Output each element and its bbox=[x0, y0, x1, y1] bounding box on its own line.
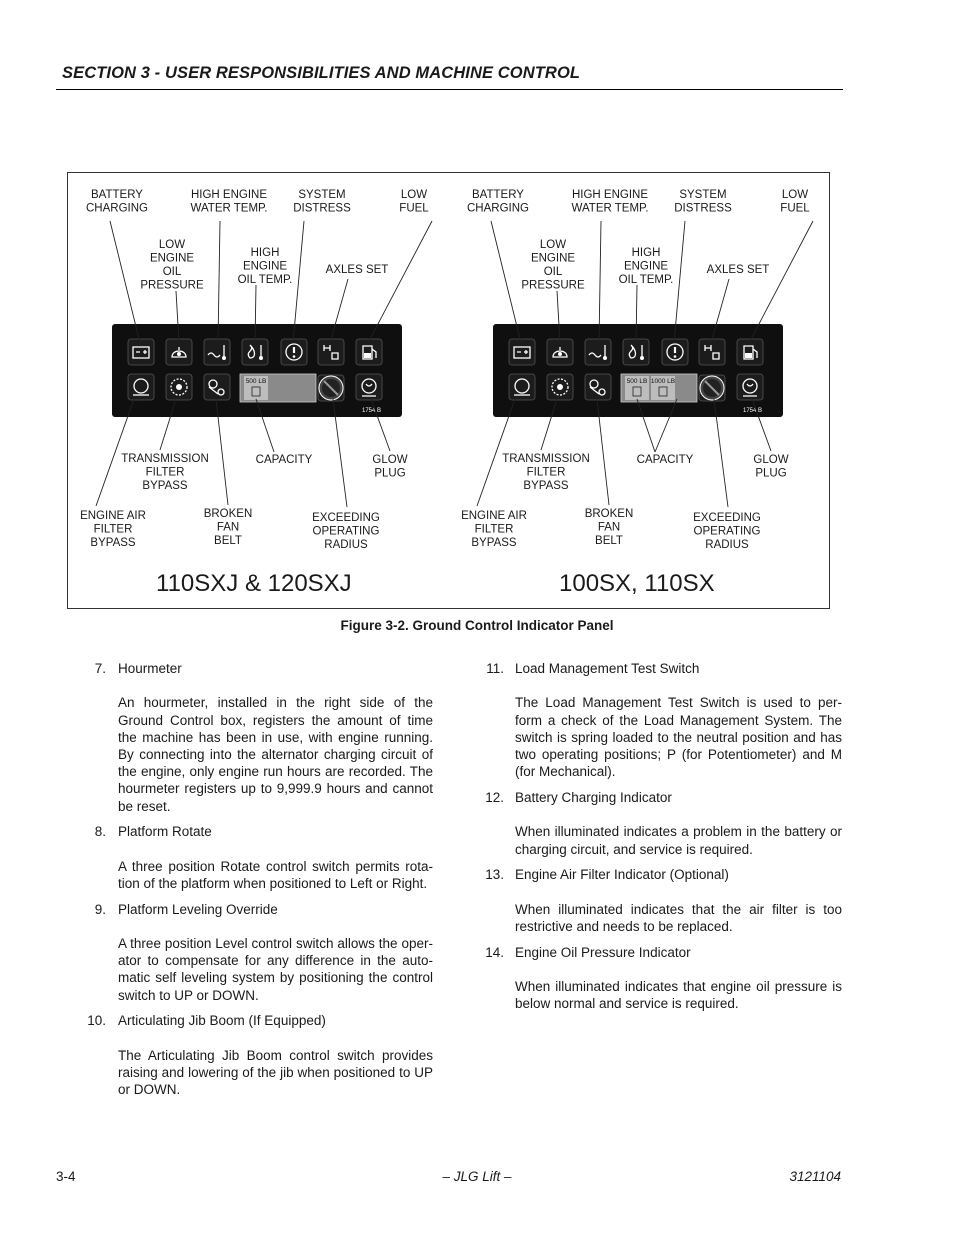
label-glow-plug-line: PLUG bbox=[374, 467, 406, 480]
axles-indicator bbox=[699, 339, 725, 365]
list-item-hourmeter bbox=[66, 660, 433, 815]
label-broken-fan-belt bbox=[204, 508, 253, 547]
oil-drop bbox=[558, 352, 562, 356]
item-title: Hourmeter bbox=[118, 661, 182, 676]
gear-hub bbox=[557, 384, 563, 390]
transmission-indicator bbox=[166, 374, 192, 400]
radius-indicator bbox=[318, 375, 344, 401]
label-low-engine-oil-pressure-line: OIL bbox=[543, 266, 563, 278]
icon-frame bbox=[318, 339, 344, 365]
label-high-engine-oil-temp-line: HIGH bbox=[250, 247, 280, 259]
item-text: A three position Level control switch allows the oper-ator to compensate for any difference in the auto-matic self leveling system by positioning the control switch to UP or DOWN. bbox=[118, 936, 433, 1003]
label-engine-air-filter-bypass-line: FILTER bbox=[93, 523, 133, 536]
item-number: 10. bbox=[87, 1013, 106, 1029]
page-number: 3-4 bbox=[56, 1169, 76, 1184]
label-exceeding-operating-radius-line: RADIUS bbox=[705, 539, 749, 551]
list-item-load-management-test-switch bbox=[474, 660, 842, 780]
label-battery-charging-line: BATTERY bbox=[91, 189, 143, 201]
label-exceeding-operating-radius-line: RADIUS bbox=[324, 539, 368, 551]
icon-frame bbox=[204, 339, 230, 365]
panel-part-number: 1754 B bbox=[362, 408, 382, 414]
label-low-engine-oil-pressure-line: LOW bbox=[158, 239, 186, 251]
label-high-engine-oil-temp-line: OIL TEMP. bbox=[237, 274, 293, 286]
capacity-label: 500 LB bbox=[626, 378, 648, 385]
distress-indicator bbox=[281, 339, 307, 365]
label-transmission-filter-bypass bbox=[121, 453, 209, 492]
panel-1 bbox=[80, 189, 432, 597]
label-system-distress bbox=[293, 189, 351, 215]
label-low-engine-oil-pressure bbox=[140, 239, 204, 292]
label-axles-set-line: AXLES SET bbox=[706, 264, 770, 276]
gear-hub bbox=[176, 384, 182, 390]
glow-plug-indicator bbox=[356, 374, 382, 400]
label-system-distress-line: DISTRESS bbox=[293, 202, 351, 215]
label-exceeding-operating-radius-line: EXCEEDING bbox=[693, 512, 761, 524]
icon-frame bbox=[585, 339, 611, 365]
item-number: 8. bbox=[94, 824, 106, 840]
list-item-platform-rotate bbox=[66, 823, 433, 892]
label-glow-plug bbox=[753, 454, 788, 480]
item-text: An hourmeter, installed in the right side of the Ground Control box, registers the amount of time the machine has been in use, with engine running. By connecting into the alternator charging circuit of the engine, only engine run hours are recorded. The hourmeter registers up to 9,999.9 hours and cannot be reset. bbox=[118, 695, 433, 814]
capacity-label: 1000 LB bbox=[650, 378, 676, 385]
label-axles-set-line: AXLES SET bbox=[325, 264, 389, 276]
list-item-engine-air-filter-indicator bbox=[474, 866, 842, 935]
document-number: 3121104 bbox=[789, 1169, 841, 1184]
label-broken-fan-belt bbox=[585, 508, 634, 547]
item-text: When illuminated indicates that the air filter is too restrictive and needs to be replaced. bbox=[515, 901, 842, 934]
label-high-engine-oil-temp bbox=[619, 247, 674, 286]
label-engine-air-filter-bypass-line: BYPASS bbox=[90, 537, 136, 549]
label-transmission-filter-bypass-line: BYPASS bbox=[142, 480, 188, 492]
label-battery-charging-line: CHARGING bbox=[467, 202, 529, 215]
label-battery-charging bbox=[86, 189, 148, 215]
label-low-fuel-line: LOW bbox=[400, 189, 428, 201]
icon-frame bbox=[737, 339, 763, 365]
distress-indicator bbox=[662, 339, 688, 365]
label-low-engine-oil-pressure bbox=[521, 239, 585, 292]
panel-2 bbox=[461, 189, 813, 597]
item-title: Articulating Jib Boom (If Equipped) bbox=[118, 1013, 326, 1029]
transmission-indicator bbox=[547, 374, 573, 400]
header-rule bbox=[56, 89, 843, 90]
label-low-engine-oil-pressure-line: LOW bbox=[539, 239, 567, 251]
label-high-engine-oil-temp-line: ENGINE bbox=[242, 260, 288, 273]
label-transmission-filter-bypass bbox=[502, 453, 590, 492]
axles-indicator bbox=[318, 339, 344, 365]
label-high-engine-oil-temp-line: ENGINE bbox=[623, 260, 669, 273]
label-high-engine-water-temp bbox=[191, 189, 268, 215]
item-text: The Articulating Jib Boom control switch provides raising and lowering of the jib when positioned to UP or DOWN. bbox=[118, 1047, 433, 1098]
item-title: Platform Leveling Override bbox=[118, 901, 278, 917]
section-title: SECTION 3 - USER RESPONSIBILITIES AND MACHINE CONTROL bbox=[62, 64, 581, 82]
label-transmission-filter-bypass-line: BYPASS bbox=[523, 480, 569, 492]
fan-belt-indicator bbox=[585, 374, 611, 400]
item-number: 12. bbox=[485, 789, 504, 805]
label-broken-fan-belt-line: BROKEN bbox=[203, 508, 253, 520]
label-broken-fan-belt-line: FAN bbox=[597, 521, 621, 534]
item-title: Engine Air Filter Indicator (Optional) bbox=[515, 867, 729, 883]
label-low-fuel-line: LOW bbox=[781, 189, 809, 201]
label-low-fuel bbox=[780, 189, 810, 215]
label-system-distress-line: DISTRESS bbox=[674, 202, 732, 215]
right-column bbox=[474, 660, 842, 1021]
label-high-engine-oil-temp-line: OIL TEMP. bbox=[618, 274, 674, 286]
list-item-battery-charging-indicator bbox=[474, 789, 842, 858]
label-exceeding-operating-radius bbox=[312, 512, 380, 551]
label-low-engine-oil-pressure-line: ENGINE bbox=[149, 252, 195, 265]
label-broken-fan-belt-line: BELT bbox=[214, 535, 242, 547]
thermo-bulb bbox=[640, 356, 644, 360]
label-system-distress-line: SYSTEM bbox=[679, 189, 727, 201]
label-low-fuel bbox=[399, 189, 429, 215]
label-system-distress-line: SYSTEM bbox=[298, 189, 346, 201]
exclamation-dot bbox=[293, 355, 296, 358]
item-number: 11. bbox=[486, 661, 504, 676]
label-glow-plug-line: GLOW bbox=[372, 454, 408, 466]
thermo-bulb bbox=[259, 356, 263, 360]
capacity-label: 500 LB bbox=[245, 378, 267, 385]
left-column bbox=[66, 660, 433, 1107]
item-number: 14. bbox=[485, 944, 504, 960]
item-text: The Load Management Test Switch is used to per-form a check of the Load Management System. The switch is spring loaded to the neutral position and has two operating positions; P (for Potentiometer) and M (for Mechanical). bbox=[515, 695, 842, 780]
label-broken-fan-belt-line: BELT bbox=[595, 535, 623, 547]
label-battery-charging-line: CHARGING bbox=[86, 202, 148, 215]
label-transmission-filter-bypass-line: FILTER bbox=[145, 466, 185, 479]
label-capacity-line: CAPACITY bbox=[636, 454, 694, 466]
label-transmission-filter-bypass-line: TRANSMISSION bbox=[121, 453, 209, 465]
label-engine-air-filter-bypass-line: FILTER bbox=[474, 523, 514, 536]
item-number: 7. bbox=[94, 661, 106, 676]
icon-frame bbox=[585, 374, 611, 400]
thermo-bulb bbox=[603, 356, 607, 360]
glow-plug-indicator bbox=[737, 374, 763, 400]
list-item-engine-oil-pressure-indicator bbox=[474, 944, 842, 1013]
label-axles-set bbox=[326, 264, 389, 276]
label-battery-charging bbox=[467, 189, 529, 215]
model-title: 110SXJ & 120SXJ bbox=[156, 570, 352, 597]
label-low-fuel-line: FUEL bbox=[399, 202, 429, 215]
item-number: 13. bbox=[485, 867, 504, 883]
air-filter-indicator bbox=[509, 374, 535, 400]
label-engine-air-filter-bypass bbox=[461, 510, 527, 549]
fuel-indicator bbox=[737, 339, 763, 365]
icon-frame bbox=[509, 339, 535, 365]
label-high-engine-water-temp-line: WATER TEMP. bbox=[190, 202, 268, 215]
label-battery-charging-line: BATTERY bbox=[472, 189, 524, 201]
panel-part-number: 1754 B bbox=[743, 408, 763, 414]
label-high-engine-oil-temp bbox=[238, 247, 293, 286]
icon-frame bbox=[204, 374, 230, 400]
label-capacity-line: CAPACITY bbox=[255, 454, 313, 466]
label-transmission-filter-bypass-line: FILTER bbox=[526, 466, 566, 479]
water-indicator bbox=[204, 339, 230, 365]
label-low-engine-oil-pressure-line: PRESSURE bbox=[521, 279, 585, 292]
battery-indicator bbox=[509, 339, 535, 365]
thermo-bulb bbox=[222, 356, 226, 360]
label-broken-fan-belt-line: FAN bbox=[216, 521, 240, 534]
radius-indicator bbox=[699, 375, 725, 401]
footer-brand: – JLG Lift – bbox=[442, 1169, 512, 1184]
label-broken-fan-belt-line: BROKEN bbox=[584, 508, 634, 520]
oil-drop bbox=[177, 352, 181, 356]
label-transmission-filter-bypass-line: TRANSMISSION bbox=[502, 453, 590, 465]
water-indicator bbox=[585, 339, 611, 365]
item-title: Engine Oil Pressure Indicator bbox=[515, 944, 691, 960]
label-engine-air-filter-bypass-line: ENGINE AIR bbox=[80, 510, 146, 522]
label-glow-plug bbox=[372, 454, 407, 480]
label-high-engine-water-temp-line: HIGH ENGINE bbox=[190, 189, 268, 201]
label-glow-plug-line: PLUG bbox=[755, 467, 787, 480]
label-engine-air-filter-bypass bbox=[80, 510, 146, 549]
fan-belt-indicator bbox=[204, 374, 230, 400]
item-text: A three position Rotate control switch permits rota-tion of the platform when positioned to Left or Right. bbox=[118, 858, 433, 891]
label-glow-plug-line: GLOW bbox=[753, 454, 789, 466]
item-title: Load Management Test Switch bbox=[515, 661, 700, 676]
battery-indicator bbox=[128, 339, 154, 365]
label-low-fuel-line: FUEL bbox=[780, 202, 810, 215]
list-item-platform-leveling-override bbox=[66, 901, 433, 1004]
item-number: 9. bbox=[94, 901, 106, 917]
label-high-engine-oil-temp-line: HIGH bbox=[631, 247, 661, 259]
label-low-engine-oil-pressure-line: PRESSURE bbox=[140, 279, 204, 292]
indicator-panel-figure bbox=[68, 173, 829, 608]
icon-frame bbox=[356, 339, 382, 365]
exclamation-dot bbox=[674, 355, 677, 358]
label-exceeding-operating-radius-line: OPERATING bbox=[312, 525, 380, 538]
label-exceeding-operating-radius bbox=[693, 512, 761, 551]
item-text: When illuminated indicates a problem in the battery or charging circuit, and service is required. bbox=[515, 824, 842, 857]
label-capacity bbox=[637, 454, 694, 466]
label-high-engine-water-temp-line: WATER TEMP. bbox=[571, 202, 649, 215]
label-high-engine-water-temp-line: HIGH ENGINE bbox=[571, 189, 649, 201]
label-engine-air-filter-bypass-line: BYPASS bbox=[471, 537, 517, 549]
icon-frame bbox=[128, 374, 154, 400]
fuel-indicator bbox=[356, 339, 382, 365]
label-low-engine-oil-pressure-line: ENGINE bbox=[530, 252, 576, 265]
fuel-level bbox=[364, 353, 371, 358]
item-title: Battery Charging Indicator bbox=[515, 789, 672, 805]
item-text: When illuminated indicates that engine oil pressure is below normal and service is required. bbox=[515, 978, 842, 1012]
icon-frame bbox=[699, 339, 725, 365]
model-title: 100SX, 110SX bbox=[559, 570, 715, 597]
label-low-engine-oil-pressure-line: OIL bbox=[162, 266, 182, 278]
label-engine-air-filter-bypass-line: ENGINE AIR bbox=[461, 510, 527, 522]
figure-caption: Figure 3-2. Ground Control Indicator Panel bbox=[340, 618, 614, 633]
list-item-articulating-jib-boom bbox=[66, 1012, 433, 1098]
label-capacity bbox=[256, 454, 313, 466]
label-axles-set bbox=[707, 264, 770, 276]
icon-frame bbox=[128, 339, 154, 365]
label-high-engine-water-temp bbox=[572, 189, 649, 215]
item-title: Platform Rotate bbox=[118, 824, 212, 840]
label-exceeding-operating-radius-line: OPERATING bbox=[693, 525, 761, 538]
fuel-level bbox=[745, 353, 752, 358]
label-system-distress bbox=[674, 189, 732, 215]
icon-frame bbox=[509, 374, 535, 400]
air-filter-indicator bbox=[128, 374, 154, 400]
label-exceeding-operating-radius-line: EXCEEDING bbox=[312, 512, 380, 524]
figure-frame bbox=[67, 172, 830, 609]
